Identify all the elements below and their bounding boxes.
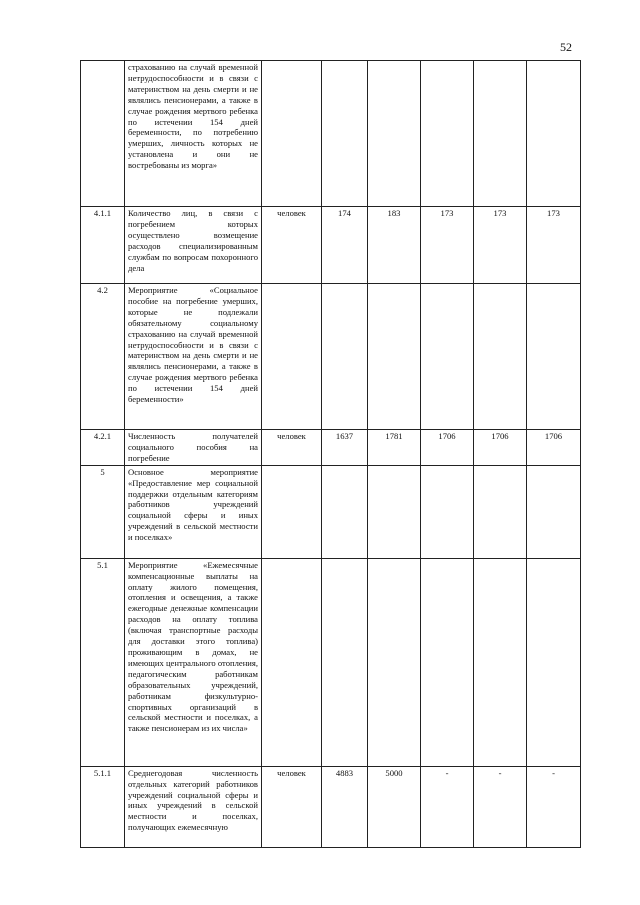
row-description: страхованию на случай временной нетрудоспособности и в связи с материнством на день смерти и не являлись пенсионерами, а также в случае рождения мертвого ребенка по истечении 154 дней беременности, по потребению умерших, личность которых не установлена и они не востребованы из морга»	[125, 61, 262, 207]
row-value	[322, 465, 368, 558]
row-value: 183	[368, 207, 421, 284]
row-value	[421, 284, 474, 430]
row-value	[474, 465, 527, 558]
row-value: 1781	[368, 430, 421, 466]
row-value	[527, 61, 581, 207]
row-value	[474, 558, 527, 766]
row-unit: человек	[262, 207, 322, 284]
indicators-table	[80, 60, 581, 848]
table-row	[81, 430, 581, 466]
page-number: 52	[560, 40, 572, 54]
row-value	[368, 558, 421, 766]
row-value	[368, 61, 421, 207]
row-unit	[262, 465, 322, 558]
row-value	[527, 558, 581, 766]
table-row	[81, 207, 581, 284]
row-value	[322, 284, 368, 430]
row-description: Основное мероприятие «Предоставление мер социальной поддержки отдельным категориям работников учреждений социальной сферы и иных учреждений в сельской местности и поселках»	[125, 465, 262, 558]
row-value: 5000	[368, 766, 421, 847]
row-unit	[262, 284, 322, 430]
row-value	[368, 284, 421, 430]
row-value	[421, 61, 474, 207]
row-value: -	[421, 766, 474, 847]
row-description: Численность получателей социального пособия на погребение	[125, 430, 262, 466]
row-value: 1706	[527, 430, 581, 466]
table-row	[81, 284, 581, 430]
table-row	[81, 465, 581, 558]
row-number: 5	[81, 465, 125, 558]
row-value: -	[474, 766, 527, 847]
row-number: 5.1	[81, 558, 125, 766]
row-value: 173	[527, 207, 581, 284]
row-value	[421, 465, 474, 558]
row-value	[322, 558, 368, 766]
row-number: 4.2	[81, 284, 125, 430]
row-number: 4.1.1	[81, 207, 125, 284]
table-row	[81, 61, 581, 207]
row-value	[368, 465, 421, 558]
row-number: 4.2.1	[81, 430, 125, 466]
row-value: -	[527, 766, 581, 847]
row-description: Среднегодовая численность отдельных категорий работников учреждений социальной сферы и иных учреждений в сельской местности и поселках, получающих ежемесячную	[125, 766, 262, 847]
table-row	[81, 558, 581, 766]
row-value: 173	[474, 207, 527, 284]
row-unit: человек	[262, 430, 322, 466]
row-value	[527, 465, 581, 558]
row-unit: человек	[262, 766, 322, 847]
row-description: Количество лиц, в связи с погребением которых осуществлено возмещение расходов специализированным службам по вопросам похоронного дела	[125, 207, 262, 284]
row-value: 173	[421, 207, 474, 284]
row-unit	[262, 558, 322, 766]
row-unit	[262, 61, 322, 207]
row-value	[474, 61, 527, 207]
row-value	[421, 558, 474, 766]
row-value: 1706	[421, 430, 474, 466]
row-value	[474, 284, 527, 430]
row-value: 1706	[474, 430, 527, 466]
row-value: 1637	[322, 430, 368, 466]
row-value: 4883	[322, 766, 368, 847]
row-value	[527, 284, 581, 430]
row-number	[81, 61, 125, 207]
row-description: Мероприятие «Ежемесячные компенсационные выплаты на оплату жилого помещения, отопления и освещения, а также ежегодные денежные компенсации расходов на оплату топлива (включая транспортные расходы для доставки этого топлива) проживающим в домах, не имеющих центрального отопления, педагогическим работникам образовательных учреждений, работникам физкультурно-спортивных организаций в сельской местности и поселках, а также пенсионерам из их числа»	[125, 558, 262, 766]
row-value: 174	[322, 207, 368, 284]
table-row	[81, 766, 581, 847]
row-value	[322, 61, 368, 207]
row-number: 5.1.1	[81, 766, 125, 847]
row-description: Мероприятие «Социальное пособие на погребение умерших, которые не подлежали обязательному социальному страхованию на случай временной нетрудоспособности и в связи с материнством на день смерти и не являлись пенсионерами, а также в случае рождения мертвого ребенка по истечении 154 дней беременности»	[125, 284, 262, 430]
